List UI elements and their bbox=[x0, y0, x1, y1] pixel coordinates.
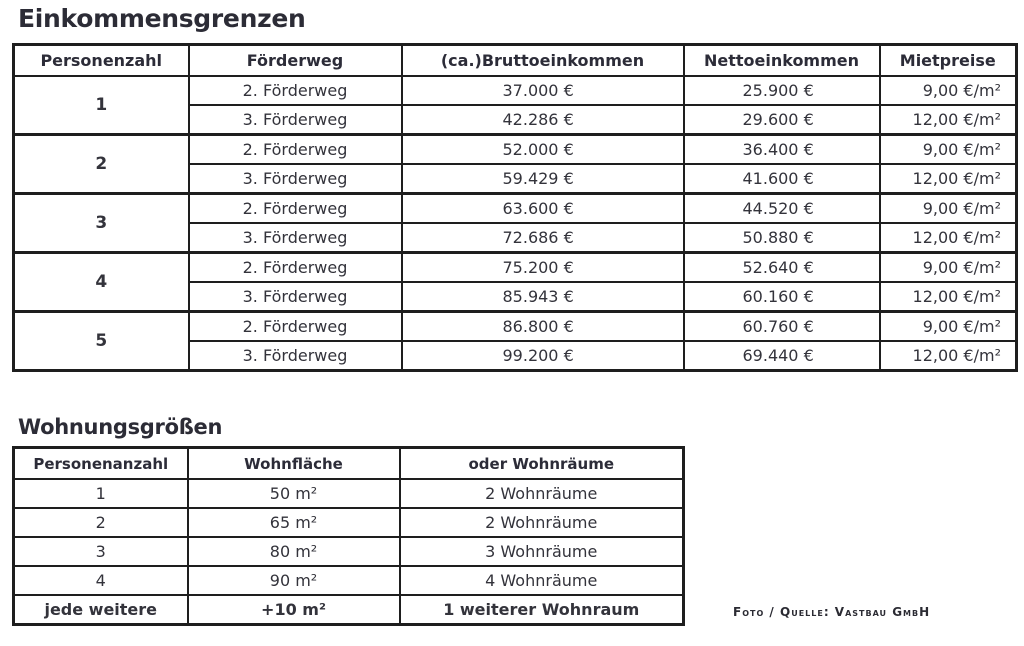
net-cell: 52.640 € bbox=[684, 253, 880, 283]
rooms-cell: 4 Wohnräume bbox=[400, 566, 684, 595]
area-cell: 50 m² bbox=[188, 479, 400, 508]
path-cell: 3. Förderweg bbox=[189, 105, 402, 135]
photo-credit: Foto / Quelle: Vastbau GmbH bbox=[733, 605, 931, 619]
path-cell: 3. Förderweg bbox=[189, 282, 402, 312]
area-cell: +10 m² bbox=[188, 595, 400, 625]
gross-cell: 63.600 € bbox=[402, 194, 684, 224]
path-cell: 3. Förderweg bbox=[189, 341, 402, 371]
header-wohnflaeche: Wohnfläche bbox=[188, 448, 400, 480]
header-personenanzahl: Personenanzahl bbox=[14, 448, 188, 480]
gross-cell: 72.686 € bbox=[402, 223, 684, 253]
net-cell: 60.160 € bbox=[684, 282, 880, 312]
header-wohnraeume: oder Wohnräume bbox=[400, 448, 684, 480]
table-row bbox=[14, 595, 684, 625]
path-cell: 3. Förderweg bbox=[189, 223, 402, 253]
rent-cell: 9,00 €/m² bbox=[880, 312, 1017, 342]
gross-cell: 52.000 € bbox=[402, 135, 684, 165]
table-header-row bbox=[14, 45, 1017, 77]
gross-cell: 59.429 € bbox=[402, 164, 684, 194]
gross-cell: 86.800 € bbox=[402, 312, 684, 342]
path-cell: 3. Förderweg bbox=[189, 164, 402, 194]
path-cell: 2. Förderweg bbox=[189, 194, 402, 224]
table-header-row bbox=[14, 448, 684, 480]
net-cell: 44.520 € bbox=[684, 194, 880, 224]
rent-cell: 12,00 €/m² bbox=[880, 105, 1017, 135]
gross-cell: 99.200 € bbox=[402, 341, 684, 371]
header-brutto: (ca.)Bruttoeinkommen bbox=[402, 45, 684, 77]
net-cell: 25.900 € bbox=[684, 76, 880, 105]
persons-cell: 3 bbox=[14, 194, 189, 253]
table-row bbox=[14, 135, 1017, 165]
net-cell: 50.880 € bbox=[684, 223, 880, 253]
rooms-cell: 2 Wohnräume bbox=[400, 508, 684, 537]
net-cell: 41.600 € bbox=[684, 164, 880, 194]
persons-cell: 2 bbox=[14, 135, 189, 194]
income-limits-title: Einkommensgrenzen bbox=[18, 4, 306, 33]
persons-cell: jede weitere bbox=[14, 595, 188, 625]
rent-cell: 12,00 €/m² bbox=[880, 282, 1017, 312]
rent-cell: 12,00 €/m² bbox=[880, 223, 1017, 253]
rent-cell: 12,00 €/m² bbox=[880, 341, 1017, 371]
table-row bbox=[14, 194, 1017, 224]
area-cell: 80 m² bbox=[188, 537, 400, 566]
apartment-sizes-table bbox=[12, 446, 685, 626]
table-row bbox=[14, 76, 1017, 105]
rooms-cell: 1 weiterer Wohnraum bbox=[400, 595, 684, 625]
area-cell: 65 m² bbox=[188, 508, 400, 537]
table-row bbox=[14, 253, 1017, 283]
net-cell: 69.440 € bbox=[684, 341, 880, 371]
rooms-cell: 3 Wohnräume bbox=[400, 537, 684, 566]
rent-cell: 9,00 €/m² bbox=[880, 253, 1017, 283]
rent-cell: 12,00 €/m² bbox=[880, 164, 1017, 194]
path-cell: 2. Förderweg bbox=[189, 312, 402, 342]
rent-cell: 9,00 €/m² bbox=[880, 194, 1017, 224]
area-cell: 90 m² bbox=[188, 566, 400, 595]
gross-cell: 85.943 € bbox=[402, 282, 684, 312]
path-cell: 2. Förderweg bbox=[189, 253, 402, 283]
table-row bbox=[14, 566, 684, 595]
persons-cell: 1 bbox=[14, 76, 189, 135]
header-personenzahl: Personenzahl bbox=[14, 45, 189, 77]
persons-cell: 5 bbox=[14, 312, 189, 371]
persons-cell: 2 bbox=[14, 508, 188, 537]
header-netto: Nettoeinkommen bbox=[684, 45, 880, 77]
header-foerderweg: Förderweg bbox=[189, 45, 402, 77]
persons-cell: 4 bbox=[14, 253, 189, 312]
table-row bbox=[14, 508, 684, 537]
net-cell: 36.400 € bbox=[684, 135, 880, 165]
rent-cell: 9,00 €/m² bbox=[880, 76, 1017, 105]
net-cell: 60.760 € bbox=[684, 312, 880, 342]
table-row bbox=[14, 537, 684, 566]
table-row bbox=[14, 479, 684, 508]
income-limits-table bbox=[12, 43, 1018, 372]
persons-cell: 4 bbox=[14, 566, 188, 595]
persons-cell: 3 bbox=[14, 537, 188, 566]
path-cell: 2. Förderweg bbox=[189, 76, 402, 105]
path-cell: 2. Förderweg bbox=[189, 135, 402, 165]
gross-cell: 75.200 € bbox=[402, 253, 684, 283]
net-cell: 29.600 € bbox=[684, 105, 880, 135]
table-row bbox=[14, 312, 1017, 342]
gross-cell: 37.000 € bbox=[402, 76, 684, 105]
rooms-cell: 2 Wohnräume bbox=[400, 479, 684, 508]
rent-cell: 9,00 €/m² bbox=[880, 135, 1017, 165]
apartment-sizes-title: Wohnungsgrößen bbox=[18, 415, 223, 439]
persons-cell: 1 bbox=[14, 479, 188, 508]
header-mietpreise: Mietpreise bbox=[880, 45, 1017, 77]
gross-cell: 42.286 € bbox=[402, 105, 684, 135]
